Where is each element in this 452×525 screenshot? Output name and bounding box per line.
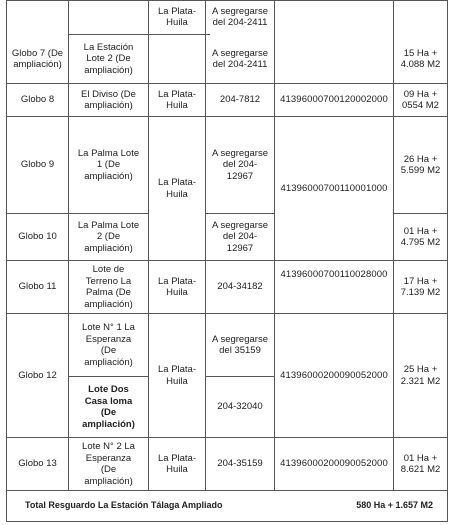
municipio-cell: La Plata- Huila [157, 177, 197, 200]
matricula-cell: A segregarse del 204-2411 [212, 5, 268, 28]
area-cell: 09 Ha + 0554 M2 [402, 88, 439, 111]
matricula-cell: 204-7812 [219, 94, 261, 106]
globo-cell: Globo 9 [20, 159, 55, 171]
area-cell: 01 Ha + 4.795 M2 [400, 225, 441, 248]
land-parcel-table [6, 0, 448, 522]
matricula-cell: A segregarse del 204- 12967 [212, 147, 268, 182]
municipio-cell: La Plata- Huila [157, 452, 197, 475]
municipio-cell: La Plata- Huila [157, 88, 197, 111]
matricula-cell: 204-32040 [217, 401, 263, 413]
predio-cell: El Diviso (De ampliación) [81, 88, 136, 111]
total-label: Total Resguardo La Estación Tálaga Ampliado [25, 500, 223, 511]
cedula-cell: 41396000200090052000 [280, 369, 388, 381]
cedula-cell: 41396000700110001000 [280, 182, 388, 194]
area-cell: 25 Ha + 2.321 M2 [400, 364, 441, 387]
globo-cell: Globo 12 [18, 369, 57, 381]
globo-cell: Globo 10 [18, 231, 57, 243]
area-cell: 15 Ha + 4.088 M2 [400, 47, 441, 70]
predio-cell: Lote Dos Casa loma (De ampliación) [82, 384, 135, 430]
area-cell: 17 Ha + 7.139 M2 [400, 275, 441, 298]
globo-cell: Globo 13 [18, 458, 57, 470]
matricula-cell: A segregarse del 204-2411 [212, 47, 268, 70]
municipio-cell: La Plata- Huila [157, 275, 197, 298]
predio-cell: La Estación Lote 2 (De ampliación) [83, 41, 134, 76]
area-cell: 01 Ha + 8.621 M2 [400, 452, 441, 475]
globo-cell: Globo 11 [18, 281, 57, 293]
municipio-cell: La Plata- Huila [157, 5, 197, 28]
matricula-cell: 204-35159 [217, 458, 263, 470]
cedula-cell: 41396000700110028000 [280, 269, 388, 281]
globo-cell: Globo 7 (De ampliación) [11, 47, 64, 70]
matricula-cell: A segregarse del 204- 12967 [212, 219, 268, 254]
matricula-cell: A segregarse del 35159 [212, 333, 268, 356]
column-rule [447, 0, 448, 522]
matricula-cell: 204-34182 [217, 281, 263, 293]
predio-cell: Lote N° 1 La Esperanza (De ampliación) [82, 322, 135, 368]
predio-cell: Lote de Terreno La Palma (De ampliación) [84, 264, 133, 310]
predio-cell: Lote N° 2 La Esperanza (De ampliación) [82, 441, 135, 487]
predio-cell: La Palma Lote 2 (De ampliación) [77, 219, 140, 254]
predio-cell: La Palma Lote 1 (De ampliación) [77, 147, 140, 182]
municipio-cell: La Plata- Huila [157, 364, 197, 387]
cedula-cell: 41396000200090052000 [280, 458, 388, 470]
area-cell: 26 Ha + 5.599 M2 [400, 153, 441, 176]
cedula-cell: 41396000700120002000 [280, 94, 388, 106]
total-value: 580 Ha + 1.657 M2 [356, 500, 433, 511]
globo-cell: Globo 8 [20, 94, 55, 106]
row-rule [6, 521, 448, 522]
